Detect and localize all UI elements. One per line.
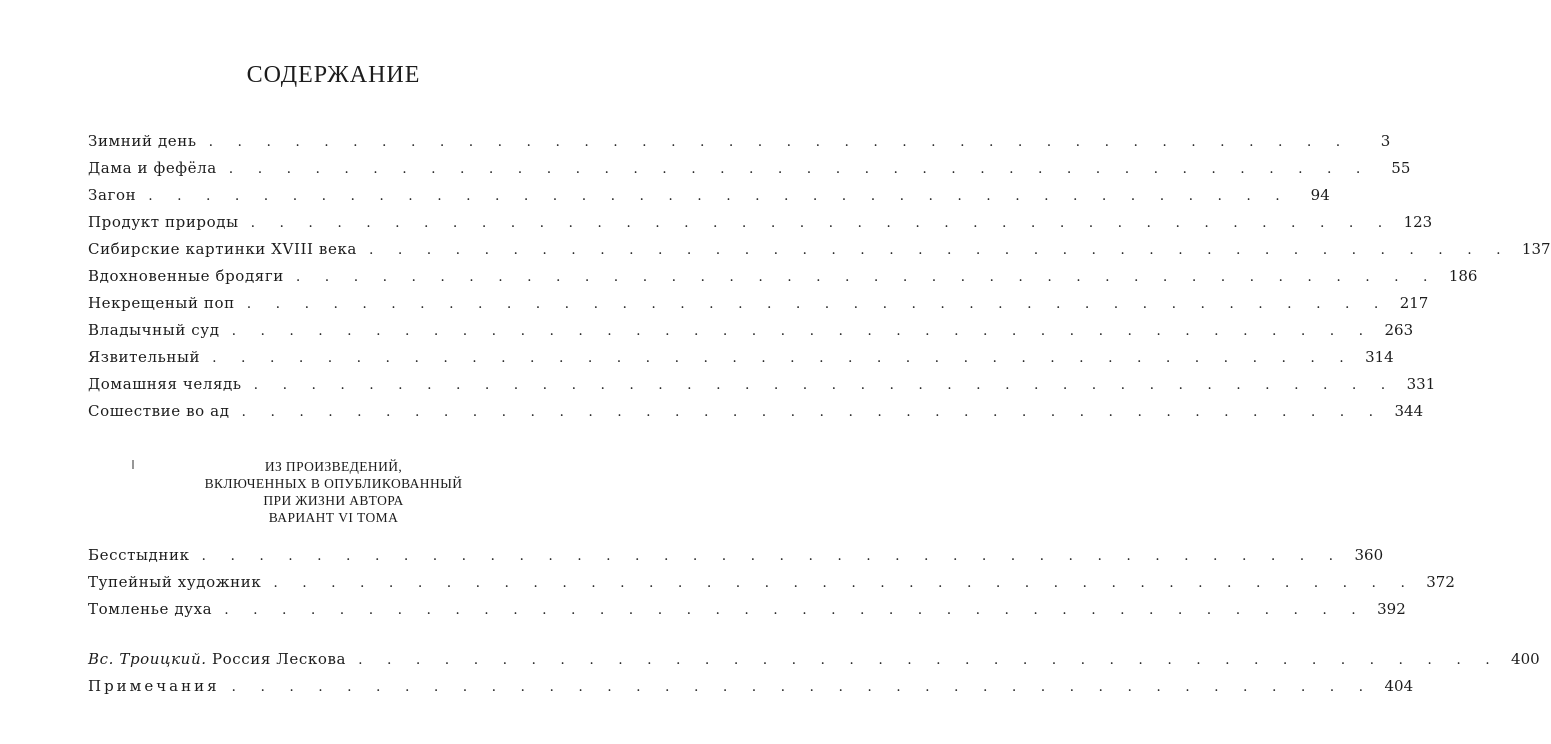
entry-title: Зимний день: [88, 132, 197, 150]
entry-title: Сошествие во ад: [88, 402, 230, 420]
entry-page: 372: [1426, 573, 1455, 591]
section-heading: [0, 458, 667, 526]
dot-leader: . . . . . . . . . . . . . . . . . . . . . . . . . . . . . . . . . . . . . . . .: [241, 404, 1384, 420]
entry-page: 137: [1521, 240, 1551, 258]
entry-page: 344: [1394, 402, 1424, 420]
entry-title: Язвительный: [88, 348, 201, 366]
toc-entry[interactable]: [88, 186, 1330, 213]
dot-leader: . . . . . . . . . . . . . . . . . . . . . . . . . . . . . . . . . . . . . . . .: [358, 652, 1500, 668]
entry-title: Тупейный художник: [88, 573, 262, 591]
dot-leader: . . . . . . . . . . . . . . . . . . . . . . . . . . . . . . . . . . . . . . . .: [201, 548, 1344, 564]
dot-leader: . . . . . . . . . . . . . . . . . . . . . . . . . . . . . . . . . . . . . . . .: [295, 269, 1438, 285]
toc-entry[interactable]: [88, 650, 1540, 677]
entry-title-text: Россия Лескова: [211, 650, 347, 668]
toc-entry[interactable]: [88, 375, 1436, 402]
dot-leader: . . . . . . . . . . . . . . . . . . . . . . . . . . . . . . . . . . . . . . . .: [273, 575, 1415, 591]
entry-page: 314: [1365, 348, 1394, 366]
entry-page: 123: [1403, 213, 1433, 231]
toc-entry[interactable]: [88, 159, 1411, 186]
dot-leader: . . . . . . . . . . . . . . . . . . . . . . . . . . . . . . . . . . . . . . . .: [224, 602, 1366, 618]
entry-page: 404: [1384, 677, 1414, 695]
dot-leader: . . . . . . . . . . . . . . . . . . . . . . . . . . . . . . . . . . . . . . . .: [231, 323, 1374, 339]
entry-title: Домашняя челядь: [88, 375, 242, 393]
entry-page: 360: [1354, 546, 1384, 564]
entry-title: Продукт природы: [88, 213, 239, 231]
toc-entry[interactable]: [88, 213, 1433, 240]
toc-entry[interactable]: [88, 546, 1384, 573]
section-heading-line: ИЗ ПРОИЗВЕДЕНИЙ,: [264, 459, 403, 474]
toc-main-list: [88, 132, 1551, 429]
section-heading-line: ВКЛЮЧЕННЫХ В ОПУБЛИКОВАННЫЙ: [204, 476, 463, 491]
toc-entry[interactable]: [88, 573, 1455, 600]
section-heading-line: ПРИ ЖИЗНИ АВТОРА: [263, 493, 404, 508]
entry-title: Дама и фефёла: [88, 159, 217, 177]
toc-extra-list: [88, 650, 1540, 704]
dot-leader: . . . . . . . . . . . . . . . . . . . . . . . . . . . . . . . . . . . . . . . .: [231, 679, 1374, 695]
toc-entry[interactable]: [88, 348, 1394, 375]
entry-page: 392: [1377, 600, 1406, 618]
dot-leader: . . . . . . . . . . . . . . . . . . . . . . . . . . . . . . . . . . . . . . . .: [246, 296, 1389, 312]
dot-leader: . . . . . . . . . . . . . . . . . . . . . . . . . . . . . . . . . . . . . . . .: [208, 134, 1351, 150]
entry-title: Бесстыдник: [88, 546, 190, 564]
page-title: СОДЕРЖАНИЕ: [246, 62, 421, 88]
toc-entry[interactable]: [88, 132, 1391, 159]
entry-title: Вдохновенные бродяги: [88, 267, 284, 285]
entry-title: Некрещеный поп: [88, 294, 235, 312]
toc-entry[interactable]: [88, 240, 1551, 267]
dot-leader: . . . . . . . . . . . . . . . . . . . . . . . . . . . . . . . . . . . . . . . .: [212, 350, 1354, 366]
entry-author: Вс. Троицкий.: [88, 650, 207, 668]
entry-page: 331: [1406, 375, 1436, 393]
entry-page: 186: [1448, 267, 1478, 285]
toc-variant-list: [88, 546, 1455, 627]
entry-title: Сибирские картинки XVIII века: [88, 240, 357, 258]
toc-entry[interactable]: [88, 294, 1429, 321]
dot-leader: . . . . . . . . . . . . . . . . . . . . . . . . . . . . . . . . . . . . . . . .: [228, 161, 1371, 177]
entry-page: 400: [1511, 650, 1540, 668]
toc-entry[interactable]: [88, 600, 1406, 627]
entry-title: Загон: [88, 186, 137, 204]
entry-title: Томленье духа: [88, 600, 213, 618]
entry-title: Владычный суд: [88, 321, 220, 339]
toc-entry[interactable]: [88, 321, 1414, 348]
dot-leader: . . . . . . . . . . . . . . . . . . . . . . . . . . . . . . . . . . . . . . . .: [253, 377, 1396, 393]
entry-page: 217: [1399, 294, 1429, 312]
toc-entry[interactable]: [88, 267, 1478, 294]
entry-page: 3: [1380, 132, 1391, 150]
section-heading-line: ВАРИАНТ VI ТОМА: [268, 510, 399, 525]
dot-leader: . . . . . . . . . . . . . . . . . . . . . . . . . . . . . . . . . . . . . . . .: [250, 215, 1393, 231]
entry-title: [88, 650, 346, 668]
toc-entry[interactable]: [88, 402, 1424, 429]
toc-entry[interactable]: [88, 677, 1414, 704]
dot-leader: . . . . . . . . . . . . . . . . . . . . . . . . . . . . . . . . . . . . . . . .: [148, 188, 1290, 204]
dot-leader: . . . . . . . . . . . . . . . . . . . . . . . . . . . . . . . . . . . . . . . .: [368, 242, 1511, 258]
entry-page: 55: [1391, 159, 1411, 177]
entry-page: 263: [1384, 321, 1414, 339]
entry-page: 94: [1310, 186, 1330, 204]
entry-title: Примечания: [88, 677, 220, 695]
